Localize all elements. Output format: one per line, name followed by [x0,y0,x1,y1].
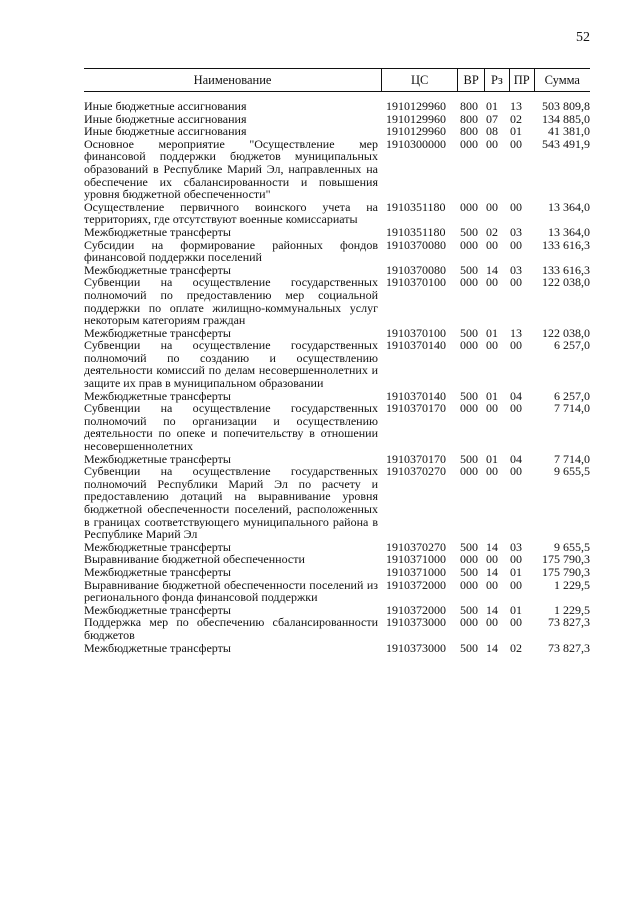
cell-sum: 122 038,0 [542,275,590,290]
cell-name: Субвенции на осуществление государственных полномочий Республики Марий Эл по расчету и предоставлению дотаций на выравнивание уровня бюджетной обеспеченности поселений, расположенных в границах соответствующего муниципального района в Республике Марий Эл [84,464,378,542]
cell-pr: 00 [510,577,522,592]
cell-vr: 000 [460,275,478,290]
cell-pr: 03 [510,262,522,277]
cell-name: Межбюджетные трансферты [84,224,231,239]
table-row [84,616,590,641]
cell-pr: 13 [510,99,522,113]
cell-cs: 1910129960 [386,111,446,126]
cell-sum: 73 827,3 [548,615,590,630]
cell-rz: 00 [486,237,498,252]
cell-pr: 01 [510,124,522,139]
cell-sum: 9 655,5 [554,464,590,479]
cell-vr: 500 [460,262,478,277]
cell-name: Субвенции на осуществление государственных полномочий по организации и осуществлению деятельности по опеке и попечительству в отношении несовершеннолетних [84,401,378,454]
table-row [84,276,590,326]
cell-sum: 7 714,0 [554,401,590,416]
table-row [84,125,590,138]
cell-cs: 1910370140 [386,338,446,353]
cell-vr: 000 [460,401,478,416]
header-vr: ВР [458,69,485,91]
table-row [84,642,590,655]
cell-cs: 1910372000 [386,602,446,617]
cell-rz: 01 [486,325,498,340]
cell-rz: 00 [486,615,498,630]
cell-pr: 00 [510,401,522,416]
cell-name: Субсидии на формирование районных фондов финансовой поддержки поселений [84,237,378,265]
cell-sum: 134 885,0 [542,111,590,126]
cell-name: Межбюджетные трансферты [84,640,231,655]
cell-vr: 000 [460,199,478,214]
header-pr: ПР [510,69,535,91]
cell-cs: 1910351180 [386,224,446,239]
cell-pr: 00 [510,199,522,214]
cell-pr: 00 [510,615,522,630]
table-body [84,100,590,654]
cell-sum: 543 491,9 [542,136,590,151]
header-rz: Рз [485,69,510,91]
cell-rz: 00 [486,136,498,151]
cell-name: Выравнивание бюджетной обеспеченности [84,552,305,567]
cell-vr: 500 [460,388,478,403]
cell-sum: 41 381,0 [548,124,590,139]
table-row [84,579,590,604]
cell-rz: 14 [486,539,498,554]
cell-pr: 01 [510,564,522,579]
cell-name: Осуществление первичного воинского учета на территориях, где отсутствуют военные комиссариаты [84,199,378,227]
cell-rz: 00 [486,338,498,353]
cell-cs: 1910300000 [386,136,446,151]
cell-name: Межбюджетные трансферты [84,451,231,466]
cell-name: Межбюджетные трансферты [84,388,231,403]
table-row [84,201,590,226]
cell-vr: 500 [460,564,478,579]
cell-cs: 1910370170 [386,451,446,466]
table-row [84,138,590,201]
cell-pr: 00 [510,136,522,151]
cell-pr: 13 [510,325,522,340]
cell-name: Субвенции на осуществление государственных полномочий по предоставлению мер социальной поддержки по оплате жилищно-коммунальных услуг некоторым категориям граждан [84,275,378,328]
cell-rz: 00 [486,577,498,592]
header-name: Наименование [84,69,382,91]
cell-sum: 9 655,5 [554,539,590,554]
cell-sum: 1 229,5 [554,602,590,617]
cell-cs: 1910370080 [386,237,446,252]
cell-pr: 01 [510,602,522,617]
cell-cs: 1910370270 [386,539,446,554]
cell-pr: 02 [510,111,522,126]
cell-name: Межбюджетные трансферты [84,325,231,340]
cell-sum: 73 827,3 [548,640,590,655]
cell-vr: 500 [460,325,478,340]
cell-sum: 7 714,0 [554,451,590,466]
cell-pr: 00 [510,338,522,353]
cell-sum: 6 257,0 [554,338,590,353]
cell-cs: 1910371000 [386,552,446,567]
cell-rz: 00 [486,552,498,567]
cell-rz: 02 [486,224,498,239]
cell-name: Поддержка мер по обеспечению сбалансированности бюджетов [84,615,378,642]
cell-pr: 04 [510,451,522,466]
cell-cs: 1910351180 [386,199,446,214]
cell-pr: 04 [510,388,522,403]
cell-cs: 1910370100 [386,325,446,340]
cell-cs: 1910129960 [386,124,446,139]
cell-vr: 500 [460,602,478,617]
cell-vr: 500 [460,451,478,466]
cell-sum: 175 790,3 [542,564,590,579]
cell-vr: 000 [460,577,478,592]
cell-pr: 03 [510,539,522,554]
cell-cs: 1910371000 [386,564,446,579]
cell-pr: 00 [510,275,522,290]
cell-vr: 500 [460,640,478,655]
cell-cs: 1910370170 [386,401,446,416]
header-cs: ЦС [382,69,458,91]
cell-pr: 00 [510,237,522,252]
cell-cs: 1910370140 [386,388,446,403]
cell-vr: 500 [460,224,478,239]
table-row [84,226,590,239]
budget-table [84,68,590,654]
cell-rz: 01 [486,451,498,466]
cell-name: Основное мероприятие "Осуществление мер финансовой поддержки бюджетов муниципальных образований в Республике Марий Эл, направленных на обеспечение их сбалансированности и повышения уровня бюджетной обеспеченности" [84,136,378,202]
table-row [84,465,590,541]
cell-sum: 503 809,8 [542,99,590,113]
cell-name: Выравнивание бюджетной обеспеченности поселений из регионального фонда финансовой поддержки [84,577,378,605]
cell-vr: 000 [460,237,478,252]
header-sum: Сумма [544,72,580,87]
table-header [84,68,590,92]
cell-rz: 00 [486,464,498,479]
cell-vr: 500 [460,539,478,554]
cell-cs: 1910129960 [386,99,446,113]
table-row [84,100,590,113]
cell-vr: 000 [460,615,478,630]
cell-cs: 1910370100 [386,275,446,290]
cell-cs: 1910373000 [386,615,446,630]
cell-name: Межбюджетные трансферты [84,262,231,277]
cell-name: Иные бюджетные ассигнования [84,124,247,139]
cell-vr: 800 [460,124,478,139]
cell-vr: 800 [460,99,478,113]
cell-name: Межбюджетные трансферты [84,602,231,617]
cell-rz: 01 [486,388,498,403]
cell-rz: 14 [486,640,498,655]
cell-vr: 000 [460,136,478,151]
cell-name: Межбюджетные трансферты [84,539,231,554]
cell-vr: 000 [460,552,478,567]
cell-sum: 13 364,0 [548,224,590,239]
cell-vr: 000 [460,338,478,353]
cell-pr: 00 [510,464,522,479]
table-row [84,566,590,579]
cell-rz: 14 [486,564,498,579]
cell-sum: 122 038,0 [542,325,590,340]
cell-sum: 13 364,0 [548,199,590,214]
cell-name: Межбюджетные трансферты [84,564,231,579]
cell-name: Субвенции на осуществление государственных полномочий по созданию и осуществлению деятельности комиссий по делам несовершеннолетних и защите их прав в муниципальном образовании [84,338,378,391]
cell-sum: 1 229,5 [554,577,590,592]
cell-cs: 1910370080 [386,262,446,277]
page-number: 52 [576,30,590,45]
cell-pr: 00 [510,552,522,567]
cell-rz: 07 [486,111,498,126]
cell-cs: 1910373000 [386,640,446,655]
cell-cs: 1910370270 [386,464,446,479]
cell-sum: 175 790,3 [542,552,590,567]
cell-sum: 133 616,3 [542,237,590,252]
cell-rz: 00 [486,401,498,416]
cell-rz: 01 [486,99,498,113]
cell-pr: 02 [510,640,522,655]
cell-vr: 000 [460,464,478,479]
cell-rz: 14 [486,602,498,617]
table-row [84,402,590,452]
cell-rz: 00 [486,199,498,214]
cell-sum: 133 616,3 [542,262,590,277]
cell-rz: 00 [486,275,498,290]
cell-cs: 1910372000 [386,577,446,592]
cell-name: Иные бюджетные ассигнования [84,99,247,113]
table-row [84,239,590,264]
cell-rz: 14 [486,262,498,277]
table-row [84,339,590,389]
cell-vr: 800 [460,111,478,126]
cell-sum: 6 257,0 [554,388,590,403]
cell-name: Иные бюджетные ассигнования [84,111,247,126]
cell-pr: 03 [510,224,522,239]
cell-rz: 08 [486,124,498,139]
